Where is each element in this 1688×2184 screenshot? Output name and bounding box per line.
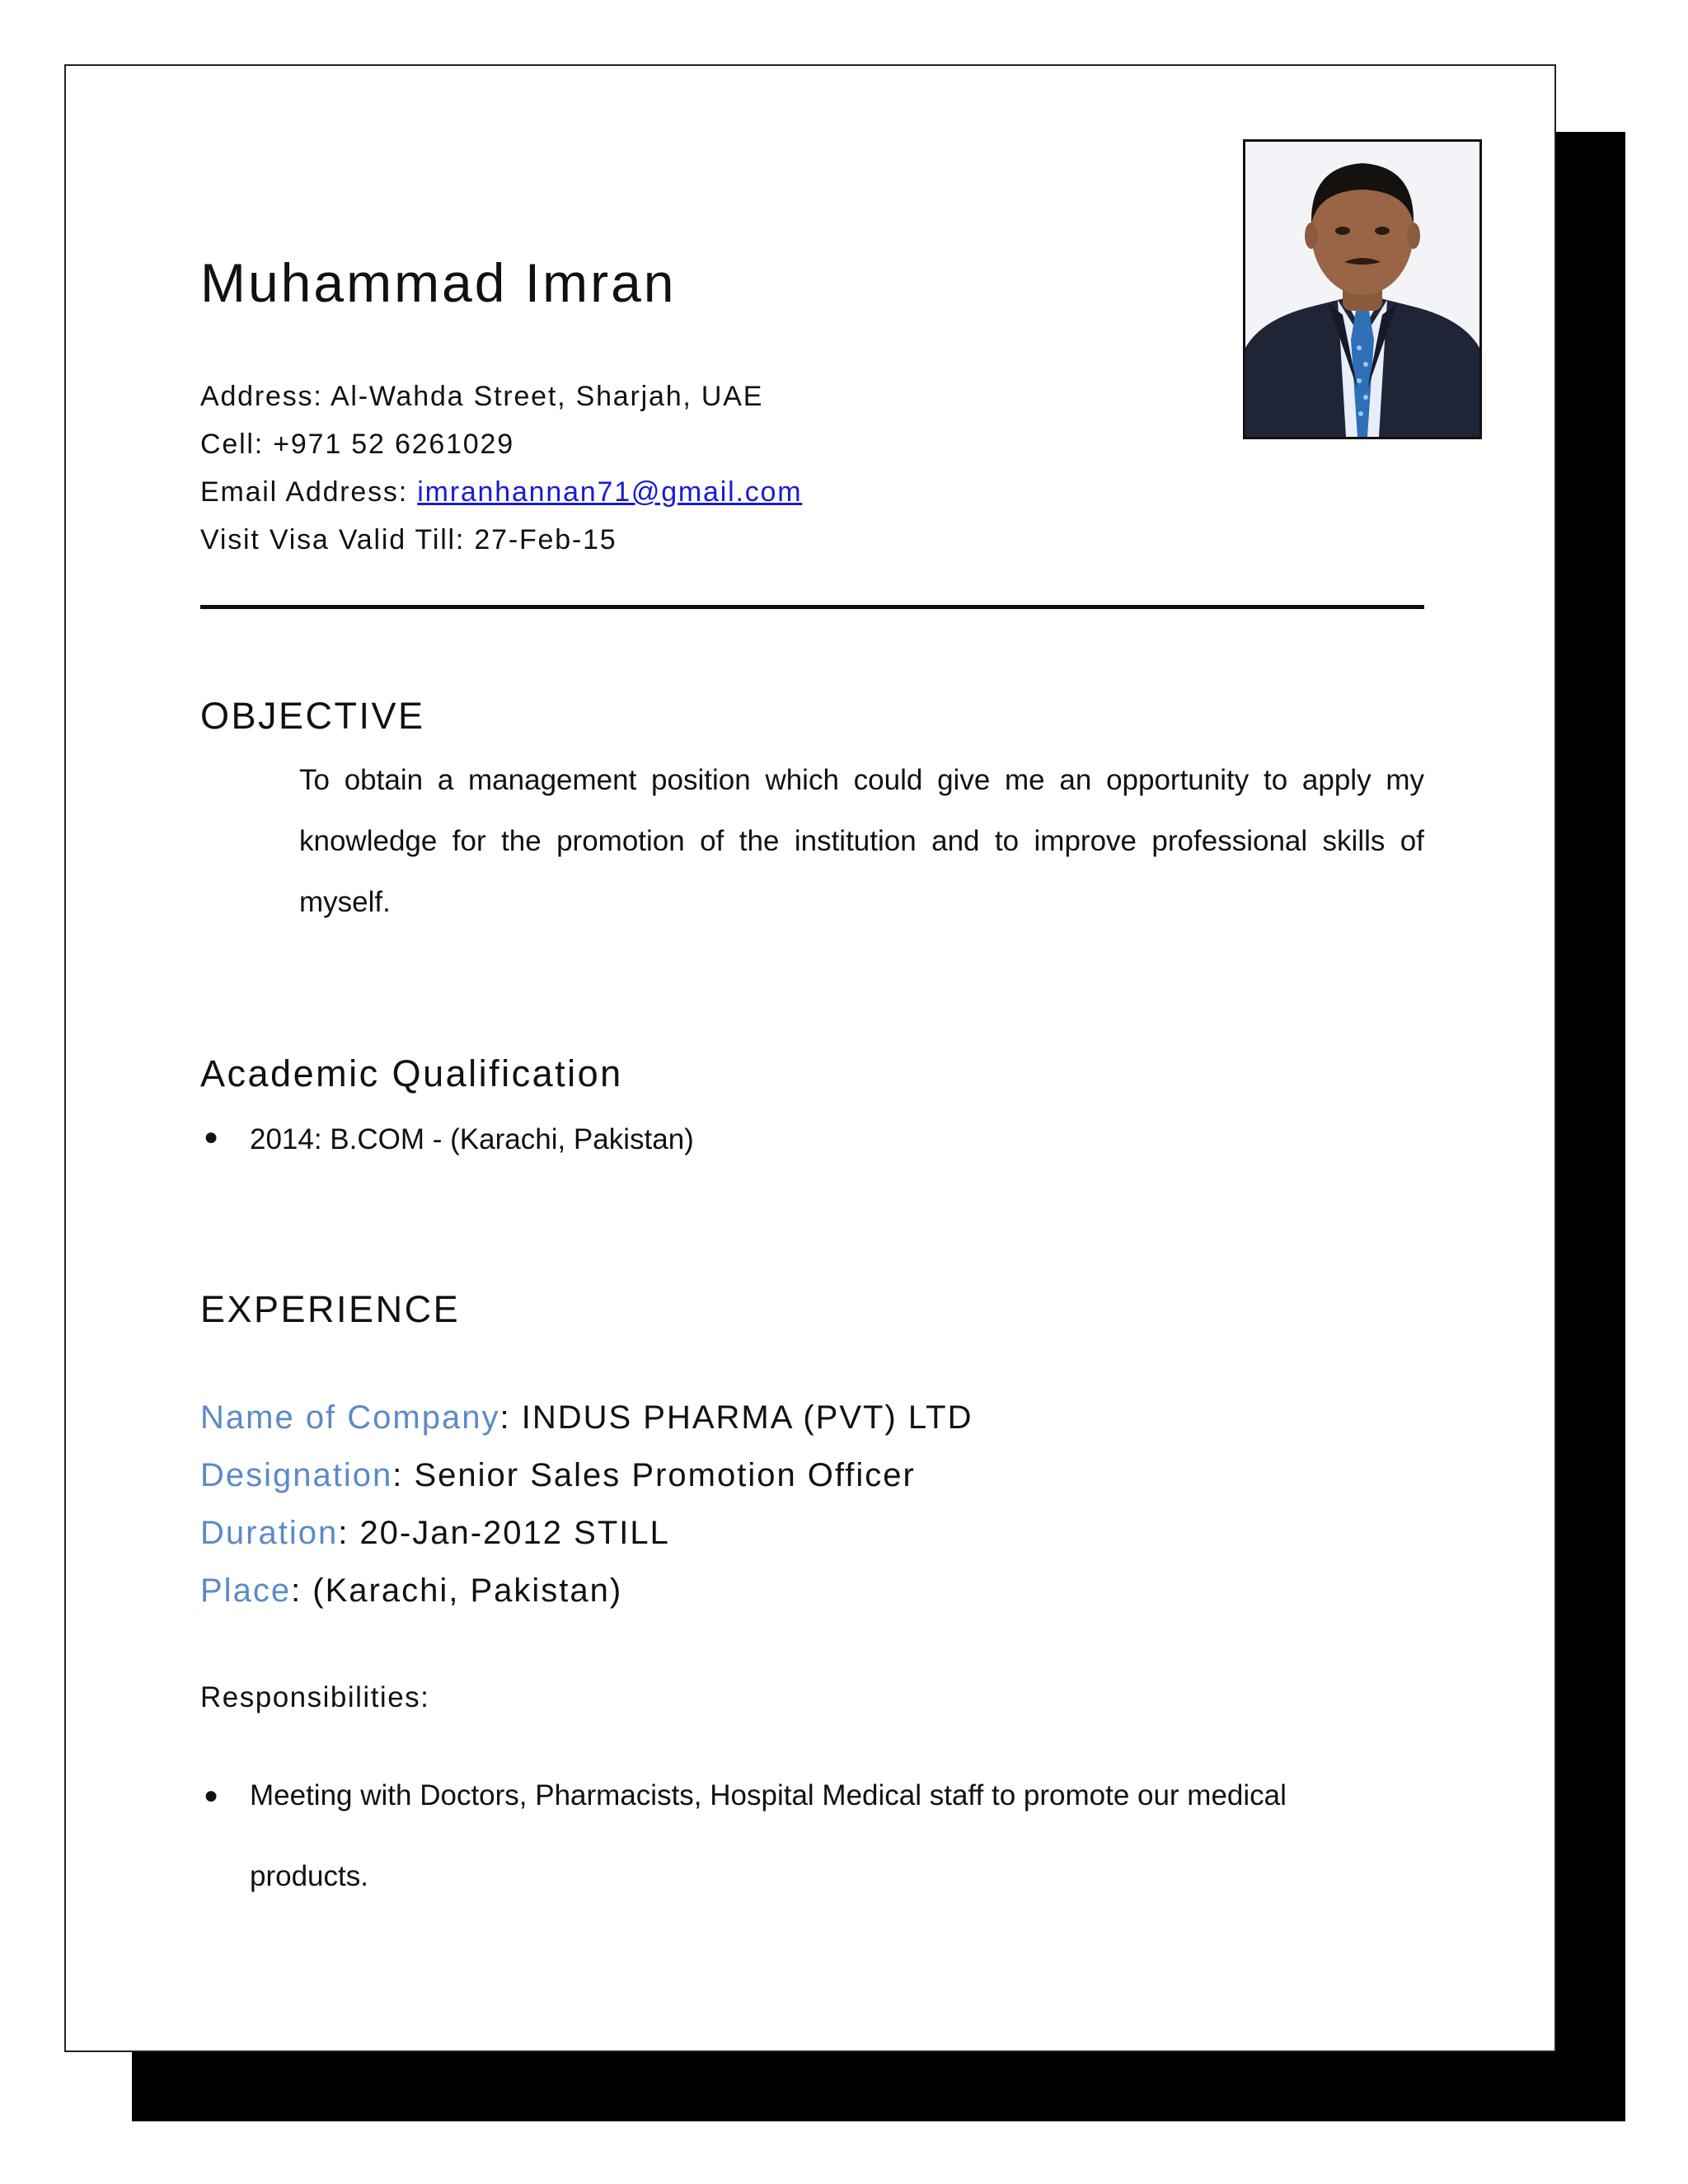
academic-item-text: 2014: B.COM - (Karachi, Pakistan): [250, 1123, 694, 1155]
visa-row: [200, 516, 802, 564]
cell-row: [200, 420, 802, 468]
address-label: Address:: [200, 381, 323, 412]
bullet-dot-icon: ●: [204, 1782, 219, 1809]
responsibilities-heading: Responsibilities:: [200, 1681, 430, 1713]
candidate-name: Muhammad Imran: [200, 252, 677, 313]
duration-row: [200, 1515, 670, 1552]
resume-page: [64, 64, 1556, 2052]
company-value: : INDUS PHARMA (PVT) LTD: [499, 1399, 973, 1436]
cell-value: +971 52 6261029: [273, 429, 514, 460]
academic-list: [200, 1123, 694, 1156]
company-label: Name of Company: [200, 1399, 500, 1436]
experience-heading: EXPERIENCE: [200, 1288, 461, 1330]
objective-text: To obtain a management position which could give me an opportunity to apply my knowledge for the promotion of the institution and to improve professional skills of myself.: [299, 764, 1424, 918]
objective-heading: OBJECTIVE: [200, 695, 425, 737]
address-value: Al-Wahda Street, Sharjah, UAE: [330, 381, 764, 412]
visa-value: 27-Feb-15: [474, 524, 617, 555]
academic-heading: Academic Qualification: [200, 1052, 623, 1094]
profile-photo: [1243, 139, 1482, 439]
duration-label: Duration: [200, 1515, 339, 1551]
company-row: [200, 1399, 973, 1436]
bullet-dot-icon: ●: [204, 1123, 219, 1151]
cell-label: Cell:: [200, 429, 265, 460]
email-link[interactable]: imranhannan71@gmail.com: [417, 476, 803, 508]
place-value: : (Karachi, Pakistan): [291, 1572, 623, 1609]
place-label: Place: [200, 1572, 292, 1609]
header-divider: [200, 605, 1424, 609]
list-item: [200, 1123, 694, 1156]
email-label: Email Address:: [200, 476, 408, 508]
responsibility-text: Meeting with Doctors, Pharmacists, Hospital Medical staff to promote our medical products.: [250, 1779, 1287, 1892]
responsibilities-list: [200, 1755, 1371, 1917]
duration-value: : 20-Jan-2012 STILL: [338, 1515, 670, 1551]
designation-value: : Senior Sales Promotion Officer: [392, 1457, 916, 1493]
contact-block: [200, 373, 802, 564]
designation-row: [200, 1457, 916, 1494]
address-row: [200, 373, 802, 420]
visa-label: Visit Visa Valid Till:: [200, 524, 466, 555]
place-row: [200, 1572, 622, 1610]
designation-label: Designation: [200, 1457, 393, 1493]
list-item: [200, 1755, 1371, 1917]
email-row: [200, 468, 802, 516]
